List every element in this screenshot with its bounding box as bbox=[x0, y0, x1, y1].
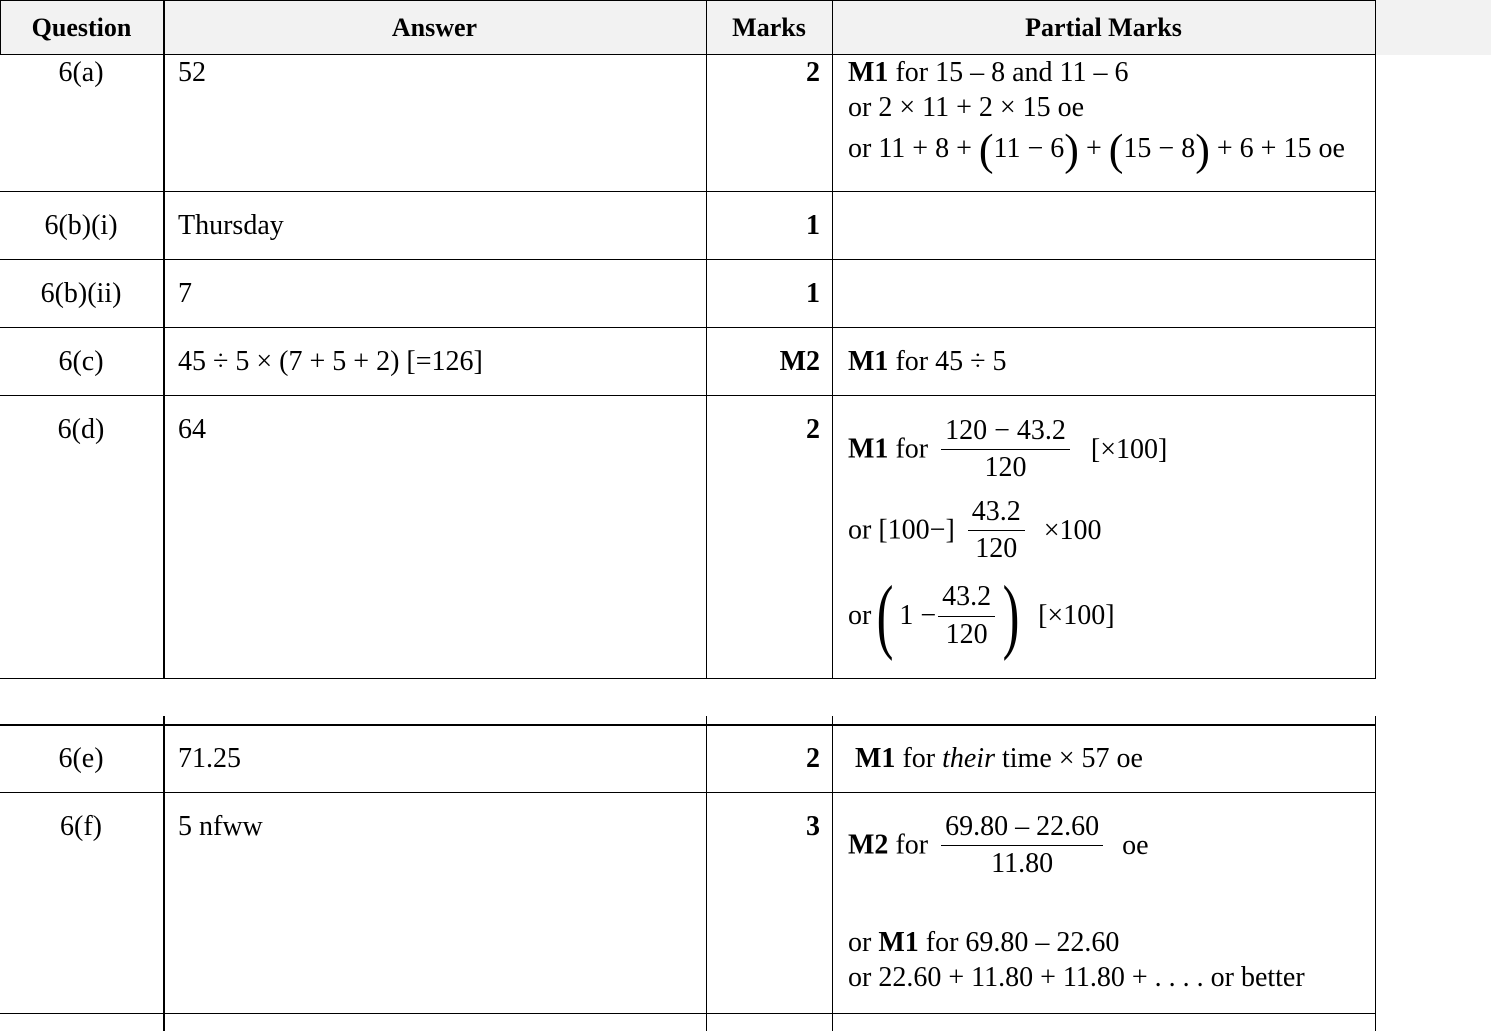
fraction: $\frac{43.2}{120}$ bbox=[938, 581, 995, 650]
mark-code: M1 bbox=[855, 743, 896, 774]
row-border bbox=[0, 259, 1376, 260]
emphasis: their bbox=[942, 743, 995, 774]
header-partial-marks: Partial Marks bbox=[1025, 13, 1182, 42]
marks-value: 3 bbox=[806, 811, 820, 842]
paren-close: ) bbox=[1195, 125, 1210, 175]
mark-code: M1 bbox=[878, 927, 919, 958]
fraction: $\frac{120 - 43.2}{120}$ bbox=[941, 415, 1070, 484]
partial-text: oe bbox=[1122, 829, 1149, 861]
math-expression: 11 + 8 + bbox=[878, 133, 979, 164]
partial-text: [×100] bbox=[1038, 600, 1115, 631]
row-border bbox=[0, 792, 1376, 793]
partial-line: or 11 + 8 + (11 − 6) + (15 − 8) + 6 + 15 oe bbox=[848, 125, 1345, 175]
answer-value: 7 bbox=[178, 278, 192, 309]
question-label: 6(e) bbox=[58, 743, 104, 774]
partial-line: or [100−] $\frac{43.2}{120}$ ×100 bbox=[848, 496, 1102, 565]
marks-value: 2 bbox=[806, 414, 820, 445]
col-border bbox=[1375, 716, 1376, 1031]
answer-value: 71.25 bbox=[178, 743, 241, 774]
col-border bbox=[163, 0, 165, 679]
question-label: 6(a) bbox=[58, 57, 104, 88]
question-label: 6(b)(i) bbox=[44, 210, 118, 241]
partial-line: M2 for $\frac{69.80 - 22.60}{11.80}$ oe bbox=[848, 811, 1149, 880]
col-border bbox=[706, 0, 707, 679]
marks-value: 2 bbox=[806, 57, 820, 88]
math-expression: 15 − 8 bbox=[1123, 133, 1196, 164]
question-label: 6(b)(ii) bbox=[40, 278, 122, 309]
partial-line: or( 1 − $\frac{43.2}{120}$ ) [×100] bbox=[848, 569, 1115, 662]
partial-line bbox=[848, 344, 1006, 379]
question-label: 6(c) bbox=[58, 346, 104, 377]
answer-value: 45 ÷ 5 × (7 + 5 + 2) [=126] bbox=[178, 346, 483, 377]
marks-value: 1 bbox=[806, 210, 820, 241]
partial-line bbox=[848, 55, 1128, 90]
mark-code: M1 bbox=[848, 346, 889, 377]
math-expression: 11 − 6 bbox=[993, 133, 1065, 164]
paren-open: ( bbox=[978, 125, 994, 175]
col-border bbox=[1375, 0, 1376, 679]
partial-line: M1 for their time × 57 oe bbox=[855, 743, 1143, 774]
row-border bbox=[0, 678, 1376, 679]
header-answer: Answer bbox=[391, 13, 478, 42]
partial-text: for 45 ÷ 5 bbox=[888, 346, 1007, 377]
marks-value: 1 bbox=[806, 278, 820, 309]
row-border bbox=[0, 327, 1376, 328]
row-border bbox=[0, 1013, 1376, 1014]
paren-close: ) bbox=[1064, 125, 1079, 175]
mark-code: M1 bbox=[848, 57, 889, 88]
answer-value: 52 bbox=[178, 57, 206, 88]
question-label: 6(d) bbox=[57, 414, 105, 445]
header-marks: Marks bbox=[732, 13, 806, 42]
answer-value: Thursday bbox=[178, 210, 284, 241]
col-border bbox=[832, 716, 833, 1031]
row-border bbox=[0, 724, 1376, 726]
partial-line: M1 for $\frac{120 - 43.2}{120}$ [×100] bbox=[848, 415, 1168, 484]
partial-text: for 15 – 8 and 11 – 6 bbox=[888, 57, 1129, 88]
partial-text: ×100 bbox=[1043, 514, 1102, 546]
math-expression: + 6 + 15 bbox=[1209, 133, 1312, 164]
paren-open: ( bbox=[1108, 125, 1124, 175]
partial-line: or 2 × 11 + 2 × 15 oe bbox=[848, 92, 1085, 123]
partial-text: or bbox=[848, 133, 879, 164]
row-border bbox=[0, 191, 1376, 192]
col-border bbox=[832, 0, 833, 679]
mark-code: M1 bbox=[848, 433, 889, 465]
fraction: $\frac{69.80 - 22.60}{11.80}$ bbox=[941, 811, 1103, 880]
partial-line: or M1 for 69.80 – 22.60 bbox=[848, 927, 1120, 958]
mark-code: M2 bbox=[848, 829, 889, 861]
marks-value: 2 bbox=[806, 743, 820, 774]
marks-value: M2 bbox=[779, 346, 820, 377]
paren-open: ( bbox=[876, 569, 894, 662]
fraction: $\frac{43.2}{120}$ bbox=[968, 496, 1025, 565]
answer-value: 5 nfww bbox=[178, 811, 263, 842]
partial-text: [×100] bbox=[1090, 433, 1168, 465]
header-question: Question bbox=[31, 13, 132, 42]
math-expression: 22.60 + 11.80 + 11.80 + . . . . bbox=[878, 962, 1204, 993]
answer-value: 64 bbox=[178, 414, 206, 445]
row-border bbox=[0, 395, 1376, 396]
col-border bbox=[163, 716, 165, 1031]
question-label: 6(f) bbox=[60, 811, 102, 842]
paren-close: ) bbox=[1002, 569, 1020, 662]
partial-line: or 22.60 + 11.80 + 11.80 + . . . . or better bbox=[848, 962, 1305, 993]
partial-text: oe bbox=[1311, 133, 1345, 164]
